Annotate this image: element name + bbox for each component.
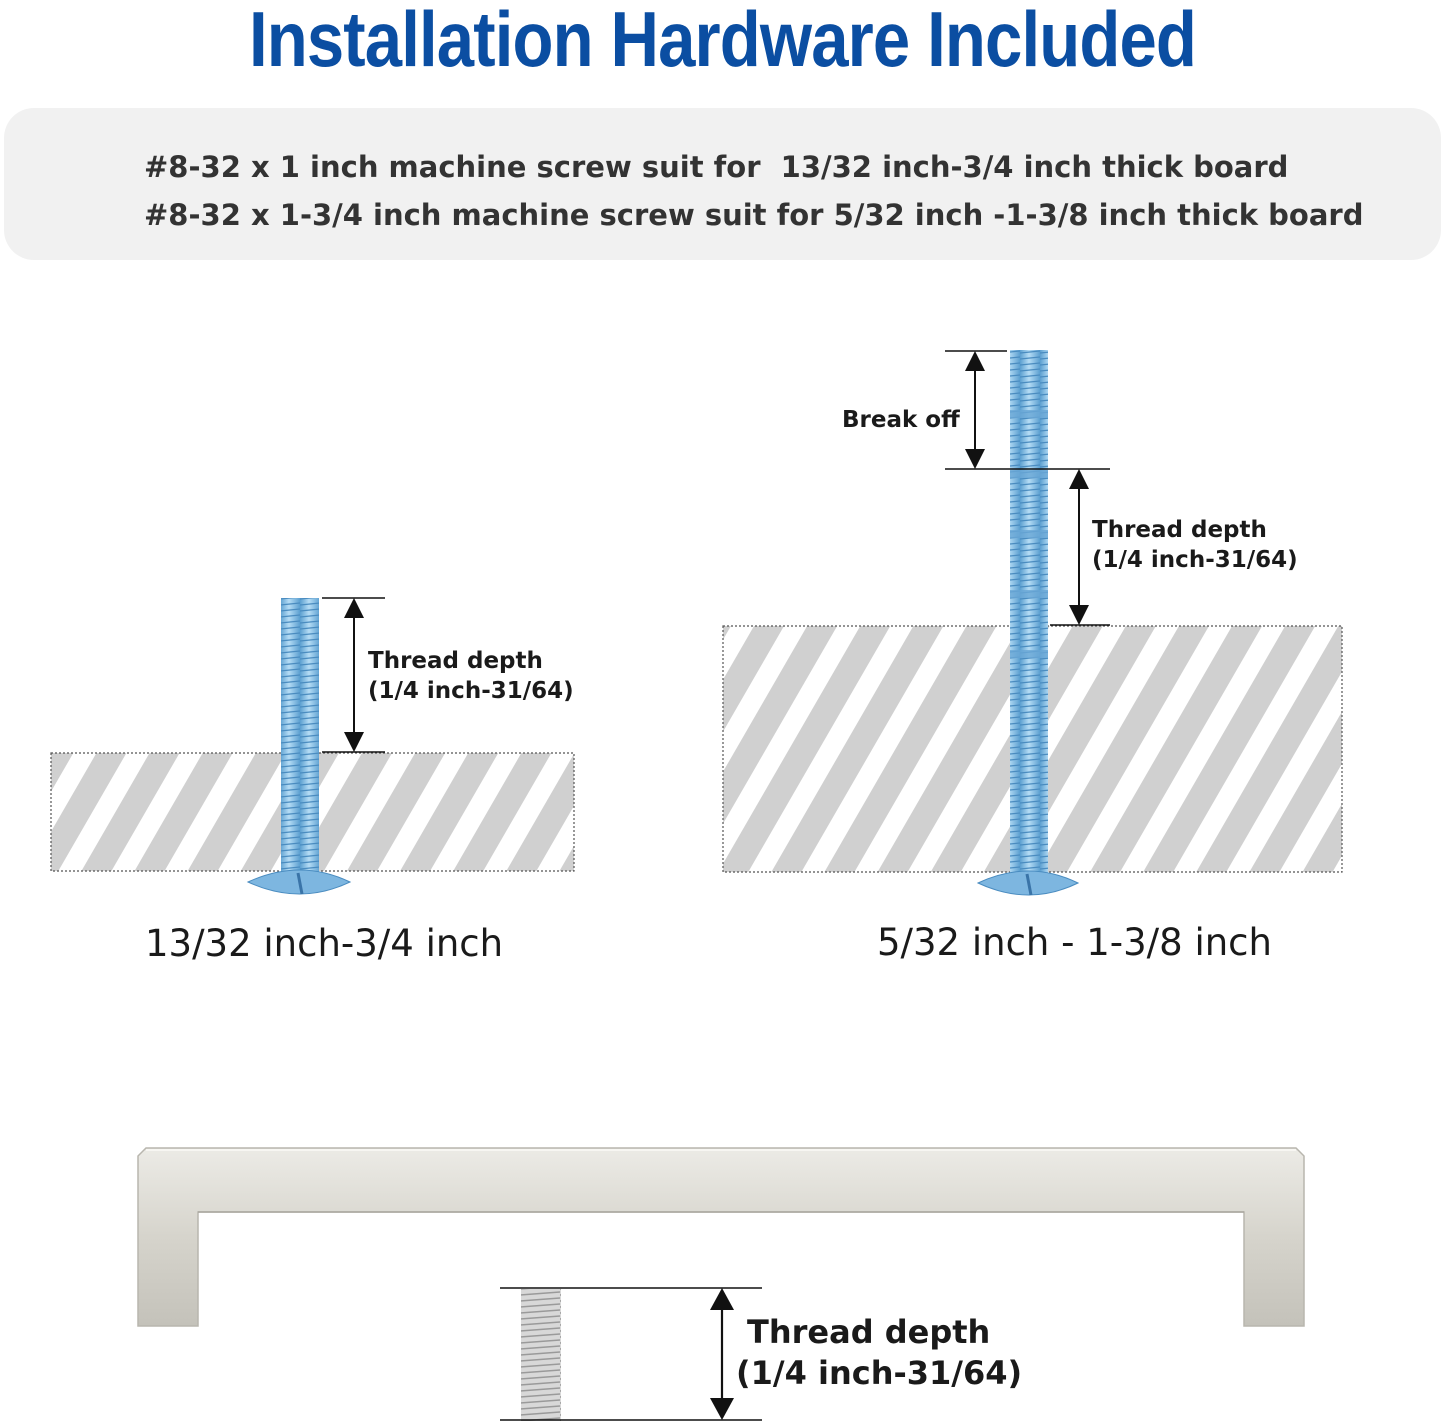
left-diagram xyxy=(51,598,574,965)
left-thread-range: (1/4 inch-31/64) xyxy=(368,678,574,704)
left-thread-label: Thread depth xyxy=(368,648,543,674)
dimension-arrow-icon xyxy=(322,598,385,752)
handle-screw-icon xyxy=(521,1289,561,1421)
right-thread-range: (1/4 inch-31/64) xyxy=(1092,547,1298,573)
spec-line-long-screw: #8-32 x 1-3/4 inch machine screw suit for 5/32 inch -1-3/8 inch thick board xyxy=(144,198,1364,232)
handle-thread-range: (1/4 inch-31/64) xyxy=(736,1354,1023,1392)
spec-line-short-screw: #8-32 x 1 inch machine screw suit for 13/32 inch-3/4 inch thick board xyxy=(144,150,1289,184)
right-thread-label: Thread depth xyxy=(1092,517,1267,543)
page-title: Installation Hardware Included xyxy=(248,0,1197,83)
handle-diagram xyxy=(138,1148,1304,1421)
handle-thread-label: Thread depth xyxy=(747,1313,991,1351)
right-caption: 5/32 inch - 1-3/8 inch xyxy=(877,921,1272,964)
right-diagram xyxy=(723,350,1342,964)
right-break-label: Break off xyxy=(842,407,960,433)
left-caption: 13/32 inch-3/4 inch xyxy=(145,922,504,965)
